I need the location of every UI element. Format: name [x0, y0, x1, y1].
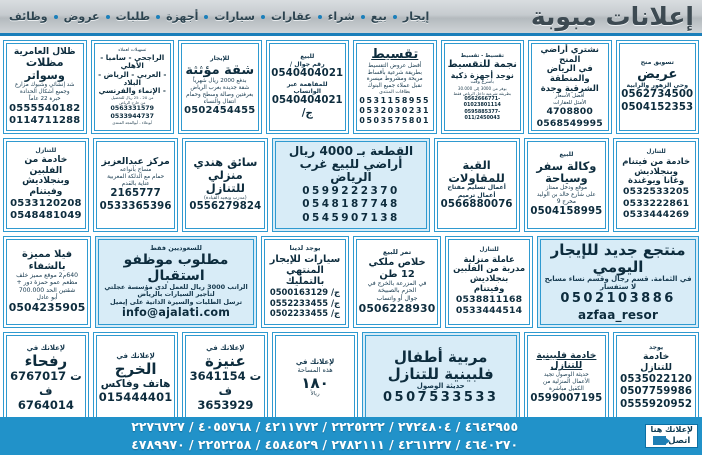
- nav-item-5[interactable]: أجهزة: [166, 10, 199, 23]
- ad-line: شقة جديدة بغرب الرياض: [190, 85, 250, 92]
- ad-alkharj[interactable]: [93, 332, 179, 424]
- ad-line: أراضي للبيع غرب الرياض: [299, 157, 403, 185]
- ad-line: 015444401: [98, 389, 173, 404]
- ad-line: 4708800: [546, 106, 593, 118]
- ad-line: azfaa_resor: [578, 307, 659, 322]
- ad-line: وفيتنام: [29, 186, 63, 198]
- ad-line: شد إنشائي وشبوك مزارع: [15, 82, 75, 89]
- ad-line: سيارات للإيجار: [269, 253, 341, 265]
- ad-line: لتأجير السيارات بالرياض: [137, 290, 215, 299]
- ad-line: 0538811168: [455, 293, 523, 305]
- ad-line: موقع ودخل ممتاز: [545, 185, 588, 192]
- ad-line: لإعلانك في: [206, 343, 245, 352]
- ad-line: مدربة من الفلبين: [453, 263, 526, 274]
- nav-item-2[interactable]: شراء: [327, 10, 355, 23]
- ad-line: 0504235905: [8, 301, 86, 315]
- ad-line: ف 6764014: [17, 383, 74, 412]
- ad-line: 640م2 موقع مميز خلف: [16, 271, 79, 279]
- ad-line: 0552233455 /ج: [269, 297, 341, 308]
- ad-line: الأمثل للعقارات: [553, 99, 587, 106]
- ad-line: مساج بأنواعه: [119, 167, 152, 174]
- ad-body: [6, 43, 84, 131]
- ad-line: تقسيط - تقسيط: [460, 52, 504, 59]
- nav-separator-dot: [106, 15, 110, 19]
- ad-line: لإعلانك في: [26, 343, 66, 352]
- footer-phone-line-1: ٤٦٤٢٩٥٥ / ٢٧٢٤٨٠٤ / ٢٢٢٥٢٢٢ / ٤٢١١٧٧٢ / ٤٠٥٥٧٦٨ / ٢٢٧٦٧٢٧: [131, 418, 519, 434]
- ad-line: مطعم عمو حمزة دور +: [16, 279, 78, 287]
- ad-tasweeq-manh-areed[interactable]: [616, 40, 700, 134]
- ad-line: منتجع جديد للإيجار اليومي: [550, 241, 686, 276]
- ad-line: 0507533533: [383, 390, 499, 406]
- ad-line: 0595885377-011/2450043: [464, 108, 501, 121]
- ad-line: 0533120208: [10, 197, 82, 209]
- ad-line: للسعوديين فقط: [150, 243, 202, 252]
- ad-line: خادمة فلبينية: [536, 349, 597, 361]
- ad-line: مظلات وسواتر: [24, 56, 65, 82]
- ad-line: 0599222370: [302, 184, 400, 197]
- nav-item-6[interactable]: طلبات: [115, 10, 151, 23]
- ad-markaz-abdulaziz[interactable]: [93, 138, 179, 232]
- ad-line: نجمة للتقسيط: [447, 58, 517, 70]
- ads-row: [3, 40, 699, 134]
- ad-line: للتنازل: [646, 149, 666, 156]
- ad-line: وجميع أشكال الحدادة: [19, 89, 70, 95]
- ad-body: [527, 335, 607, 421]
- footer-phone-line-2: ٤٦٤٠٢٧٠ / ٤٢٦١٢٢٧ / ٢٧٨٢١١١ / ٤٥٨٤٥٢٩ / ٢٢٥٢٢٥٨ / ٤٧٨٩٩٧٠: [131, 437, 519, 452]
- ad-aradi-lilbai-gharb-alriyadh[interactable]: [272, 138, 430, 232]
- ad-body: [527, 141, 607, 229]
- ad-line: خبرة 22 عاماً: [28, 95, 61, 102]
- ad-line: أفضل الأسعار: [555, 93, 585, 100]
- ad-line: رفحاء: [24, 351, 68, 370]
- ad-line: للتنازل: [479, 247, 499, 254]
- ad-line: الخرج: [114, 360, 157, 379]
- ad-body: [269, 43, 347, 131]
- ad-khadima-lil-tanazul[interactable]: [613, 332, 699, 424]
- ad-line: 0504152353: [621, 101, 694, 113]
- ad-najma-lil-taqseet[interactable]: [441, 40, 525, 134]
- ad-line: جوال أو واتساب: [376, 294, 418, 302]
- ads-row: [3, 332, 699, 424]
- ad-line: 0562734500: [621, 89, 694, 101]
- ad-line: 0533222861: [622, 197, 690, 209]
- ad-body: [365, 335, 517, 421]
- ad-line: 0503575801: [359, 115, 431, 125]
- ad-line: بغرفتين وصالة وسطح وحمام: [186, 91, 254, 98]
- ad-shaqqa-muaththatha[interactable]: [178, 40, 262, 134]
- ad-line: فلبينية للتنازل: [387, 364, 494, 383]
- ad-line: 0502233455 /ج: [269, 308, 341, 319]
- ad-line: عناية بالقدم: [121, 181, 150, 188]
- ad-nashtari-aradi-almanh[interactable]: [528, 40, 612, 134]
- ad-line: ظلال العامرية: [13, 46, 76, 57]
- ad-line: هاتف وفاكس: [100, 377, 171, 390]
- ad-line: القطعة بـ 4000 ريال: [288, 143, 414, 158]
- ad-line: لإعلانك في: [295, 357, 335, 366]
- ad-line: وغانا ويوغندة: [628, 175, 685, 186]
- ad-body: [6, 239, 88, 325]
- ad-line: انتقال والنساء: [203, 98, 236, 105]
- ad-line: 0566880076: [440, 198, 513, 210]
- ad-line: هذه المساحة: [297, 365, 333, 374]
- nav-item-0[interactable]: إيجار: [402, 10, 430, 23]
- ad-body: [264, 239, 346, 325]
- ad-line: 0548481049: [10, 210, 82, 222]
- ad-line: لإعلانك في: [116, 352, 155, 360]
- nav-separator-dot: [318, 15, 322, 19]
- nav-item-8[interactable]: وظائف: [9, 10, 48, 23]
- advertise-here-label: لإعلانك هنا: [650, 425, 693, 435]
- ad-line: ت 3641154: [189, 369, 262, 384]
- ad-line: info@ajalati.com: [121, 306, 231, 320]
- ad-line: الأعمال المنزلية من: [543, 378, 590, 385]
- ad-line: مخرج 9: [556, 199, 576, 206]
- ad-line: 0532533205: [622, 185, 690, 197]
- ad-line: عريض: [637, 66, 678, 82]
- ad-line: 0533444269: [622, 209, 690, 221]
- ad-line: نشتري أراضي المنح: [540, 43, 599, 64]
- ad-line: 0568549995: [536, 117, 603, 129]
- ad-saeq-hindi[interactable]: [182, 138, 268, 232]
- ad-line: شقتين الحد 700.000: [18, 286, 76, 294]
- ad-amila-manziliya[interactable]: [445, 236, 533, 328]
- ad-body: [616, 335, 696, 421]
- ad-line: 0533365396: [99, 200, 172, 212]
- ads-row: [3, 236, 699, 328]
- ad-line: رقم جوال /: [289, 61, 325, 69]
- footer-contact-bar: [0, 417, 702, 455]
- ad-line: ترسل الطلبات والسيرة الذاتية على إيميل: [110, 297, 243, 306]
- ad-villa-mumayyaza[interactable]: [3, 236, 91, 328]
- nav-separator-dot: [393, 15, 397, 19]
- ad-line: الشرقية وجدة: [540, 82, 599, 93]
- ad-masaha-180[interactable]: [272, 332, 358, 424]
- ad-line: للمفاهمة عبر الواتساب: [286, 81, 328, 96]
- ads-sheet: [0, 36, 702, 424]
- ad-taqseet[interactable]: [353, 40, 437, 134]
- ad-line: بطاقات المنتدى: [379, 90, 411, 96]
- nav-separator-dot: [361, 15, 365, 19]
- ad-body: [444, 43, 522, 131]
- ad-line: نوجد أجهزة ذكية: [450, 70, 514, 80]
- ad-line: بنجلاديش: [469, 273, 509, 284]
- ads-row: [3, 138, 699, 232]
- ad-line: للإيجار: [210, 55, 230, 63]
- ad-murabbiyat-atfal[interactable]: [362, 332, 520, 424]
- ad-line: مركز عبدالعزيز: [101, 155, 170, 167]
- ad-khadima-philippines[interactable]: [3, 138, 89, 232]
- ad-line: شقة مؤثثة: [185, 63, 255, 79]
- ad-line: للتنازل: [550, 360, 583, 372]
- ad-line: 0545907138: [302, 211, 400, 224]
- nav-separator-dot: [261, 15, 265, 19]
- ad-line: 0548187748: [302, 198, 400, 211]
- ad-body: [94, 43, 172, 131]
- ad-line: 0535022120: [620, 373, 693, 385]
- ad-line: يوجد لدينا: [289, 244, 321, 253]
- ad-line: وكالة سفر وسياحة: [536, 158, 597, 186]
- ad-line: وبنجلاديش: [634, 165, 679, 176]
- ad-line: تسهيلات لعملاء: [118, 48, 147, 54]
- ad-line: أفضل عروض التقسيط: [368, 62, 422, 69]
- ad-line: 0500163129 /ج: [269, 287, 341, 298]
- ad-line: 0563331579: [110, 105, 154, 113]
- ad-line: - الإنماء والفرنسي: [98, 86, 166, 96]
- ad-unayzah[interactable]: [182, 332, 268, 424]
- ad-line: منزلي للتنازل: [205, 168, 245, 196]
- ad-matloob-muwazzaf-istiqbal[interactable]: [95, 236, 257, 328]
- ad-line: يوجد: [649, 344, 664, 352]
- nav-item-7[interactable]: عروض: [63, 10, 100, 23]
- ad-body: [356, 239, 438, 325]
- ad-body: [356, 43, 434, 131]
- ad-line: المنتهي بالتمليك: [285, 264, 325, 288]
- ad-line: في المزرعة بالخرج في: [367, 279, 427, 287]
- ad-line: خادمة: [642, 351, 670, 363]
- ad-line: أبو عادل: [36, 293, 58, 301]
- ad-line: ف 3653929: [197, 383, 254, 412]
- ad-line: ريالاً: [310, 391, 320, 398]
- ad-line: عاملة منزلية: [463, 253, 515, 264]
- ad-taqseet-banks[interactable]: [91, 40, 175, 134]
- ad-body: [448, 239, 530, 325]
- ad-body: [96, 335, 176, 421]
- ad-body: [619, 43, 697, 131]
- ad-line: 0114711288: [9, 114, 81, 126]
- ad-line: 0540404021 /ج: [271, 95, 343, 120]
- nav-item-1[interactable]: بيع: [370, 10, 387, 23]
- ad-line: للتنازل: [35, 147, 57, 155]
- ad-line: للتنازل: [640, 362, 672, 374]
- ad-line: من 20 - 25 ريال للتحصيل: [111, 94, 154, 100]
- call-label: اتصل: [668, 435, 691, 446]
- ad-line: للبيع: [300, 53, 315, 61]
- ad-line: 0556279824: [189, 200, 262, 212]
- ad-body: [185, 141, 265, 229]
- ad-body: [275, 141, 427, 229]
- ad-line: وبنجلاديش: [22, 175, 70, 187]
- ad-body: [540, 239, 696, 325]
- ad-line: 0533444514: [455, 305, 523, 317]
- ad-line: 0531158955: [359, 96, 431, 106]
- ad-line: للبيع: [559, 151, 574, 159]
- ad-body: [437, 141, 517, 229]
- ad-alqubba-lilmuqawalat[interactable]: [434, 138, 520, 232]
- ad-line: سائق هندي: [193, 155, 258, 170]
- ad-line: نقبل عملاء جميع البنوك: [367, 83, 422, 90]
- ad-line: من خارج الرياض: [119, 99, 146, 105]
- ad-line: خادمة من الفلبين: [24, 154, 68, 176]
- ad-line: بأسرع وقت: [470, 78, 494, 85]
- ad-muntaja-jadeed-ijar-yawmi[interactable]: [537, 236, 699, 328]
- ad-body: [275, 335, 355, 421]
- ad-line: 0506228930: [358, 301, 436, 315]
- nav-item-3[interactable]: عقارات: [271, 10, 312, 23]
- ad-body: [6, 335, 86, 421]
- nav-separator-dot: [204, 15, 208, 19]
- ad-line: أعمال ترميم: [457, 191, 496, 199]
- ad-body: [98, 239, 254, 325]
- ad-tamr-lilbai[interactable]: [353, 236, 441, 328]
- ad-line: 0562666771-01023801114: [463, 95, 501, 109]
- nav-separator-dot: [156, 15, 160, 19]
- ad-line: يوفر من 3000 إلى 30.000: [457, 85, 507, 91]
- ad-line: حديثة الوصول تجيد: [543, 371, 589, 378]
- ad-line: ١٨٠: [301, 373, 329, 392]
- ad-rafha[interactable]: [3, 332, 89, 424]
- ad-line: الكفيل مباشرة: [548, 385, 584, 392]
- ad-line: 0532030231: [359, 105, 431, 115]
- ad-lilbai-jawal[interactable]: [266, 40, 350, 134]
- ad-line: - العربي - الرياض - البلاد: [98, 69, 167, 87]
- masthead: [0, 0, 702, 36]
- nav-item-4[interactable]: سيارات: [214, 10, 255, 23]
- ad-body: [616, 141, 696, 229]
- ad-line: 0502454455: [184, 105, 256, 117]
- ad-thilal-alamiriya[interactable]: [3, 40, 87, 134]
- ad-line: لا ستفسار: [599, 283, 637, 292]
- ad-line: 0540404021: [271, 68, 344, 80]
- ad-line: 0504158995: [530, 205, 603, 217]
- ad-line: 0599007195: [530, 392, 603, 404]
- ad-line: مريحة ومشروط ميسرة: [366, 76, 423, 83]
- ad-khadima-vietnam[interactable]: [613, 138, 699, 232]
- ad-body: [96, 141, 176, 229]
- ad-line: على شارع خالد بن الوليد: [536, 192, 596, 199]
- ad-line: 0533944737: [110, 113, 154, 121]
- ad-wakalat-safar[interactable]: [524, 138, 610, 232]
- ad-line: تمر للبيع: [382, 247, 412, 256]
- ad-khadima-philippiniya[interactable]: [524, 332, 610, 424]
- ad-line: 0555920952: [620, 399, 693, 411]
- ad-line: (مدرب ويجيد القيادة): [204, 194, 247, 201]
- ad-line: عنيزة: [205, 351, 246, 370]
- ad-line: خادمة من فيتنام: [622, 155, 691, 166]
- advertise-here-box[interactable]: [645, 424, 698, 448]
- ad-line: أعمال تسليم مفتاح: [447, 184, 506, 192]
- phone-icon: [653, 436, 666, 445]
- ad-line: 2165777: [110, 187, 161, 199]
- ad-line: بدفع 2000 ريال شهرياً: [192, 78, 247, 85]
- ad-line: الراجحي - سامبا - الأهلي: [100, 52, 165, 71]
- ad-body: [531, 43, 609, 131]
- ad-line: بطريقة شرعية بأقساط: [367, 69, 423, 76]
- ad-line: حمام مع الدلكة المغربية: [107, 174, 165, 181]
- ad-line: أبوعلاء - أبوالمجد المنتدى: [112, 119, 153, 125]
- category-nav: [8, 10, 430, 23]
- footer-phone-numbers: [4, 418, 645, 454]
- ad-body: [6, 141, 86, 229]
- ad-line: حديثة الوصول: [416, 382, 465, 391]
- ad-line: 0502103886: [560, 291, 676, 307]
- ad-line: تقسيط: [371, 47, 419, 63]
- ad-line: وحي الزهور والرابية: [626, 82, 689, 90]
- ad-line: الراتب 3000 ريال للعمل لدى مؤسسة عجلتي: [104, 282, 248, 291]
- ad-line: وفيتنام: [473, 282, 505, 293]
- page-title: إعلانات مبوبة: [530, 2, 694, 31]
- ad-line: القبة للمقاولات: [448, 157, 505, 185]
- nav-separator-dot: [54, 15, 58, 19]
- ad-line: في الرياض والمنطقة: [546, 63, 593, 84]
- ad-line: في الثمامة. قسم رجال وقسم نساء مسابح: [544, 275, 692, 283]
- ad-line: فيلا مميزة بالشفاء: [22, 249, 73, 272]
- ad-line: تسويق منح: [640, 59, 674, 67]
- ad-body: [181, 43, 259, 131]
- ad-line: ت 6767017: [10, 369, 82, 384]
- ad-line: خلاص ملكي 12 طن: [368, 257, 426, 280]
- ad-line: 0555540182: [9, 102, 81, 114]
- call-row: [653, 436, 690, 446]
- ad-line: الحزم بالصبيخة: [377, 287, 417, 295]
- ad-sayarat-lilijar[interactable]: [261, 236, 349, 328]
- ad-body: [185, 335, 265, 421]
- ad-line: مطلوب موظفو استقبال: [123, 252, 229, 284]
- ad-line: 0507759986: [620, 386, 693, 398]
- ad-line: بطريقة شرعية داخل الرياض فقط: [453, 90, 512, 96]
- ad-line: مربية أطفال: [394, 348, 488, 367]
